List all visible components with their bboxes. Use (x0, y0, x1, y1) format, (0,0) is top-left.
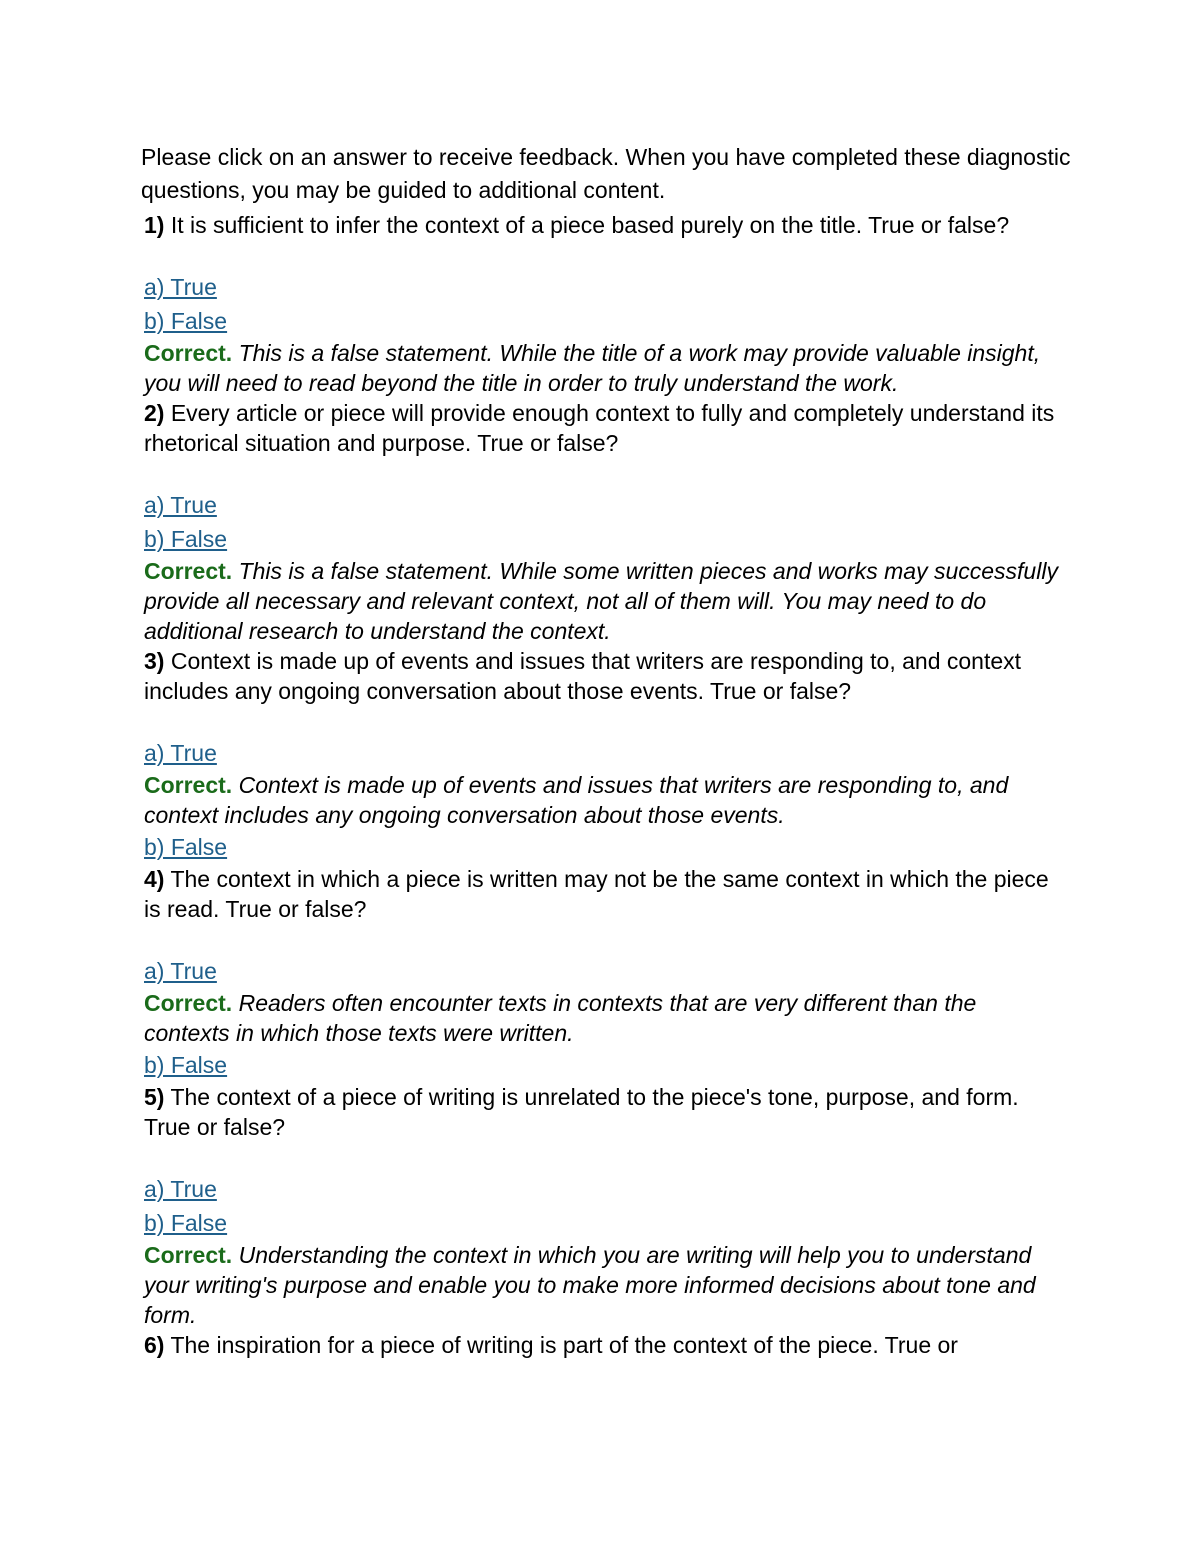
feedback-label: Correct. (144, 990, 233, 1016)
question-2-feedback (144, 556, 1064, 646)
feedback-text: Readers often encounter texts in contexts that are very different than the contexts in which those texts were written. (144, 990, 977, 1046)
question-1 (144, 210, 1064, 398)
question-text: Every article or piece will provide enough context to fully and completely understand its rhetorical situation and purpose. True or false? (144, 400, 1055, 456)
question-3-prompt (144, 646, 1064, 706)
question-2-option-b-link[interactable]: b) False (144, 526, 228, 552)
feedback-label: Correct. (144, 340, 233, 366)
question-list (144, 210, 1064, 1360)
feedback-label: Correct. (144, 558, 233, 584)
question-1-option-b-link[interactable]: b) False (144, 308, 228, 334)
question-5-feedback (144, 1240, 1064, 1330)
feedback-text: This is a false statement. While the title of a work may provide valuable insight, you will need to read beyond the title in order to truly understand the work. (144, 340, 1041, 396)
question-4-feedback (144, 988, 1064, 1048)
feedback-label: Correct. (144, 1242, 233, 1268)
question-1-feedback (144, 338, 1064, 398)
question-1-prompt (144, 210, 1064, 240)
feedback-label: Correct. (144, 772, 233, 798)
question-number: 4) (144, 866, 165, 892)
question-1-option-a-link[interactable]: a) True (144, 274, 217, 300)
question-3-option-b-link[interactable]: b) False (144, 834, 228, 860)
instructions-paragraph: Please click on an answer to receive feedback. When you have completed these diagnostic questions, you may be guided to additional content. (141, 144, 1071, 203)
question-number: 5) (144, 1084, 165, 1110)
question-3-feedback (144, 770, 1064, 830)
feedback-text: Understanding the context in which you are writing will help you to understand your writing's purpose and enable you to make more informed decisions about tone and form. (144, 1242, 1036, 1328)
question-5 (144, 1082, 1064, 1330)
feedback-text: This is a false statement. While some written pieces and works may successfully provide all necessary and relevant context, not all of them will. You may need to do additional research to understand the context. (144, 558, 1058, 644)
feedback-text: Context is made up of events and issues that writers are responding to, and context includes any ongoing conversation about those events. (144, 772, 1009, 828)
question-4-option-b-link[interactable]: b) False (144, 1052, 228, 1078)
question-text: It is sufficient to infer the context of a piece based purely on the title. True or false? (170, 212, 1010, 238)
question-2-prompt (144, 398, 1064, 458)
question-2-option-a-link[interactable]: a) True (144, 492, 217, 518)
question-text: The context of a piece of writing is unrelated to the piece's tone, purpose, and form. True or false? (144, 1084, 1019, 1140)
question-text: Context is made up of events and issues that writers are responding to, and context includes any ongoing conversation about those events. True or false? (144, 648, 1022, 704)
question-number: 6) (144, 1332, 165, 1358)
question-5-option-a-link[interactable]: a) True (144, 1176, 217, 1202)
question-3-option-a-link[interactable]: a) True (144, 740, 217, 766)
question-4 (144, 864, 1064, 1082)
question-number: 1) (144, 212, 165, 238)
question-6-prompt (144, 1330, 1064, 1360)
question-number: 3) (144, 648, 165, 674)
question-text: The inspiration for a piece of writing is part of the context of the piece. True or (170, 1332, 958, 1358)
question-2 (144, 398, 1064, 646)
question-5-option-b-link[interactable]: b) False (144, 1210, 228, 1236)
question-3 (144, 646, 1064, 864)
question-6 (144, 1330, 1064, 1360)
question-number: 2) (144, 400, 165, 426)
question-4-prompt (144, 864, 1064, 924)
question-5-prompt (144, 1082, 1064, 1142)
question-4-option-a-link[interactable]: a) True (144, 958, 217, 984)
question-text: The context in which a piece is written may not be the same context in which the piece is read. True or false? (144, 866, 1049, 922)
